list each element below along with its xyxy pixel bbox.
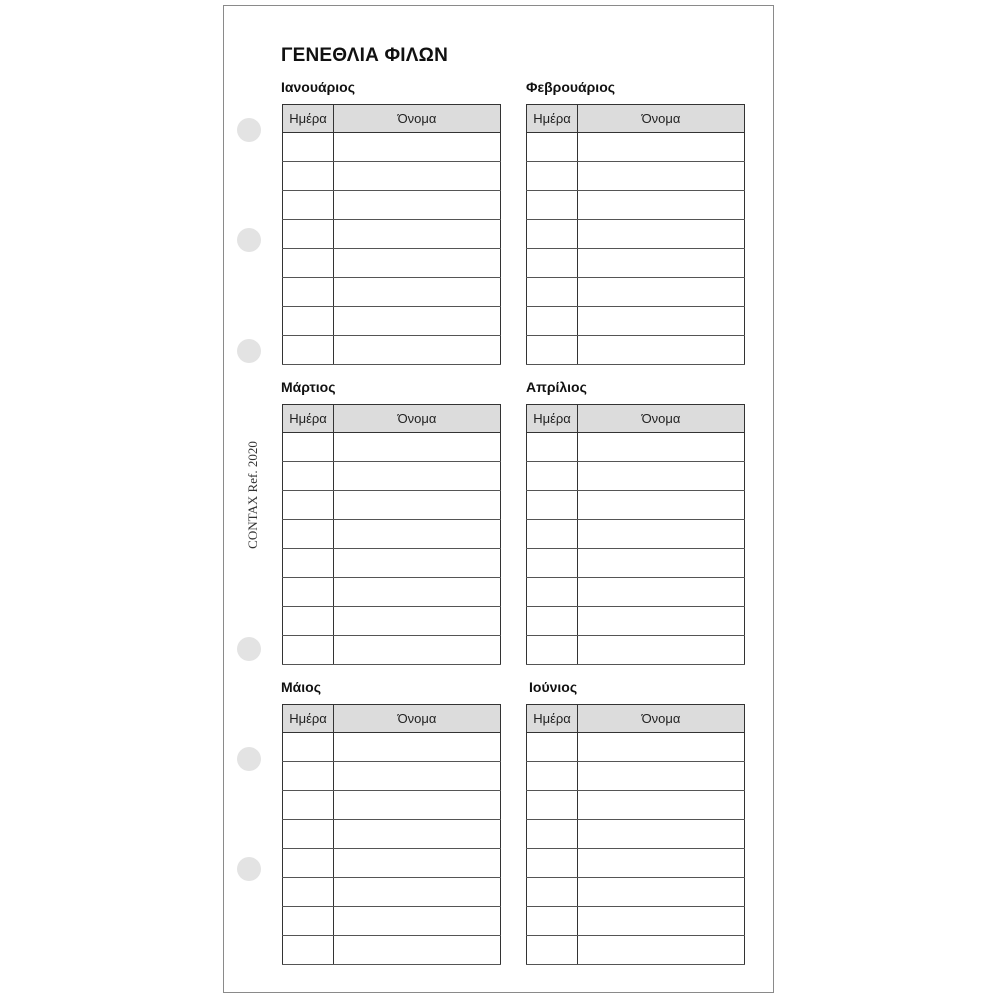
name-cell[interactable] bbox=[334, 820, 501, 849]
table-row bbox=[527, 191, 745, 220]
name-cell[interactable] bbox=[578, 733, 745, 762]
day-cell[interactable] bbox=[283, 636, 334, 665]
column-header-day: Ημέρα bbox=[527, 405, 578, 433]
table-row bbox=[527, 791, 745, 820]
table-row bbox=[527, 133, 745, 162]
table-row bbox=[283, 849, 501, 878]
table-row bbox=[283, 607, 501, 636]
column-header-day: Ημέρα bbox=[283, 105, 334, 133]
day-cell[interactable] bbox=[527, 520, 578, 549]
table-row bbox=[283, 162, 501, 191]
table-row bbox=[283, 733, 501, 762]
table-row bbox=[283, 433, 501, 462]
name-cell[interactable] bbox=[334, 249, 501, 278]
name-cell[interactable] bbox=[334, 491, 501, 520]
birthday-table-january bbox=[282, 104, 501, 365]
name-cell[interactable] bbox=[578, 762, 745, 791]
table-row bbox=[527, 249, 745, 278]
column-header-name: Όνομα bbox=[334, 105, 501, 133]
name-cell[interactable] bbox=[578, 936, 745, 965]
column-header-name: Όνομα bbox=[334, 705, 501, 733]
table-row bbox=[283, 820, 501, 849]
day-cell[interactable] bbox=[527, 820, 578, 849]
day-cell[interactable] bbox=[527, 133, 578, 162]
birthday-table-april bbox=[526, 404, 745, 665]
brand-reference: CONTAX Ref. 2020 bbox=[245, 441, 260, 549]
name-cell[interactable] bbox=[578, 462, 745, 491]
table-row bbox=[283, 907, 501, 936]
table-row bbox=[527, 336, 745, 365]
day-cell[interactable] bbox=[527, 607, 578, 636]
birthday-table-june bbox=[526, 704, 745, 965]
month-label-january: Ιανουάριος bbox=[281, 79, 355, 95]
table-row bbox=[283, 762, 501, 791]
column-header-day: Ημέρα bbox=[283, 705, 334, 733]
name-cell[interactable] bbox=[578, 191, 745, 220]
name-cell[interactable] bbox=[334, 133, 501, 162]
table-row bbox=[283, 878, 501, 907]
birthday-table-may bbox=[282, 704, 501, 965]
day-cell[interactable] bbox=[283, 607, 334, 636]
name-cell[interactable] bbox=[334, 578, 501, 607]
day-cell[interactable] bbox=[527, 278, 578, 307]
name-cell[interactable] bbox=[334, 278, 501, 307]
table-row bbox=[283, 462, 501, 491]
name-cell[interactable] bbox=[334, 336, 501, 365]
day-cell[interactable] bbox=[527, 162, 578, 191]
day-cell[interactable] bbox=[527, 762, 578, 791]
day-cell[interactable] bbox=[283, 307, 334, 336]
table-row bbox=[527, 520, 745, 549]
day-cell[interactable] bbox=[283, 936, 334, 965]
column-header-day: Ημέρα bbox=[527, 105, 578, 133]
binder-hole bbox=[237, 228, 261, 252]
table-row bbox=[283, 336, 501, 365]
name-cell[interactable] bbox=[578, 220, 745, 249]
day-cell[interactable] bbox=[527, 733, 578, 762]
table-row bbox=[283, 520, 501, 549]
day-cell[interactable] bbox=[527, 878, 578, 907]
name-cell[interactable] bbox=[578, 433, 745, 462]
table-row bbox=[527, 307, 745, 336]
day-cell[interactable] bbox=[283, 249, 334, 278]
name-cell[interactable] bbox=[578, 162, 745, 191]
name-cell[interactable] bbox=[334, 907, 501, 936]
table-row bbox=[283, 491, 501, 520]
binder-hole bbox=[237, 857, 261, 881]
column-header-day: Ημέρα bbox=[283, 405, 334, 433]
table-row bbox=[527, 762, 745, 791]
month-label-march: Μάρτιος bbox=[281, 379, 336, 395]
table-row bbox=[283, 636, 501, 665]
table-row bbox=[283, 278, 501, 307]
table-row bbox=[527, 878, 745, 907]
column-header-day: Ημέρα bbox=[527, 705, 578, 733]
table-row bbox=[527, 433, 745, 462]
name-cell[interactable] bbox=[334, 191, 501, 220]
month-label-april: Απρίλιος bbox=[526, 379, 587, 395]
day-cell[interactable] bbox=[283, 520, 334, 549]
name-cell[interactable] bbox=[334, 936, 501, 965]
name-cell[interactable] bbox=[334, 791, 501, 820]
day-cell[interactable] bbox=[283, 462, 334, 491]
name-cell[interactable] bbox=[578, 491, 745, 520]
name-cell[interactable] bbox=[578, 578, 745, 607]
month-label-may: Μάιος bbox=[281, 679, 321, 695]
table-row bbox=[283, 133, 501, 162]
month-label-june: Ιούνιος bbox=[529, 679, 578, 695]
day-cell[interactable] bbox=[527, 907, 578, 936]
binder-hole bbox=[237, 747, 261, 771]
name-cell[interactable] bbox=[334, 878, 501, 907]
table-row bbox=[283, 549, 501, 578]
day-cell[interactable] bbox=[527, 249, 578, 278]
table-row bbox=[527, 549, 745, 578]
name-cell[interactable] bbox=[334, 433, 501, 462]
day-cell[interactable] bbox=[527, 336, 578, 365]
day-cell[interactable] bbox=[283, 191, 334, 220]
day-cell[interactable] bbox=[527, 636, 578, 665]
column-header-name: Όνομα bbox=[334, 405, 501, 433]
day-cell[interactable] bbox=[283, 733, 334, 762]
day-cell[interactable] bbox=[283, 549, 334, 578]
day-cell[interactable] bbox=[283, 849, 334, 878]
name-cell[interactable] bbox=[334, 849, 501, 878]
binder-hole bbox=[237, 339, 261, 363]
table-row bbox=[283, 249, 501, 278]
name-cell[interactable] bbox=[578, 849, 745, 878]
name-cell[interactable] bbox=[334, 520, 501, 549]
table-row bbox=[527, 278, 745, 307]
table-row bbox=[283, 936, 501, 965]
name-cell[interactable] bbox=[578, 133, 745, 162]
day-cell[interactable] bbox=[527, 491, 578, 520]
name-cell[interactable] bbox=[578, 791, 745, 820]
name-cell[interactable] bbox=[578, 336, 745, 365]
table-row bbox=[527, 733, 745, 762]
table-row bbox=[283, 307, 501, 336]
name-cell[interactable] bbox=[334, 307, 501, 336]
name-cell[interactable] bbox=[334, 220, 501, 249]
day-cell[interactable] bbox=[283, 133, 334, 162]
binder-hole bbox=[237, 118, 261, 142]
table-row bbox=[527, 607, 745, 636]
table-row bbox=[527, 491, 745, 520]
name-cell[interactable] bbox=[334, 607, 501, 636]
day-cell[interactable] bbox=[283, 433, 334, 462]
name-cell[interactable] bbox=[578, 520, 745, 549]
birthday-table-march bbox=[282, 404, 501, 665]
name-cell[interactable] bbox=[578, 878, 745, 907]
table-row bbox=[527, 849, 745, 878]
table-row bbox=[527, 907, 745, 936]
name-cell[interactable] bbox=[578, 820, 745, 849]
name-cell[interactable] bbox=[578, 307, 745, 336]
day-cell[interactable] bbox=[283, 820, 334, 849]
day-cell[interactable] bbox=[527, 578, 578, 607]
day-cell[interactable] bbox=[283, 162, 334, 191]
month-label-february: Φεβρουάριος bbox=[526, 79, 616, 95]
day-cell[interactable] bbox=[527, 791, 578, 820]
day-cell[interactable] bbox=[527, 191, 578, 220]
table-row bbox=[283, 191, 501, 220]
day-cell[interactable] bbox=[283, 762, 334, 791]
page-title: ΓΕΝΕΘΛΙΑ ΦΙΛΩΝ bbox=[281, 45, 449, 66]
column-header-name: Όνομα bbox=[578, 405, 745, 433]
name-cell[interactable] bbox=[334, 162, 501, 191]
name-cell[interactable] bbox=[578, 249, 745, 278]
birthday-table-february bbox=[526, 104, 745, 365]
day-cell[interactable] bbox=[527, 433, 578, 462]
day-cell[interactable] bbox=[527, 549, 578, 578]
table-row bbox=[283, 220, 501, 249]
column-header-name: Όνομα bbox=[578, 105, 745, 133]
name-cell[interactable] bbox=[334, 762, 501, 791]
day-cell[interactable] bbox=[527, 220, 578, 249]
table-row bbox=[527, 578, 745, 607]
table-row bbox=[527, 162, 745, 191]
table-row bbox=[527, 936, 745, 965]
name-cell[interactable] bbox=[334, 462, 501, 491]
day-cell[interactable] bbox=[283, 791, 334, 820]
day-cell[interactable] bbox=[283, 278, 334, 307]
column-header-name: Όνομα bbox=[578, 705, 745, 733]
name-cell[interactable] bbox=[578, 549, 745, 578]
table-row bbox=[527, 820, 745, 849]
name-cell[interactable] bbox=[578, 636, 745, 665]
name-cell[interactable] bbox=[578, 278, 745, 307]
day-cell[interactable] bbox=[283, 220, 334, 249]
day-cell[interactable] bbox=[527, 462, 578, 491]
day-cell[interactable] bbox=[283, 878, 334, 907]
name-cell[interactable] bbox=[578, 907, 745, 936]
day-cell[interactable] bbox=[283, 336, 334, 365]
day-cell[interactable] bbox=[283, 578, 334, 607]
day-cell[interactable] bbox=[527, 307, 578, 336]
table-row bbox=[527, 636, 745, 665]
table-row bbox=[527, 462, 745, 491]
day-cell[interactable] bbox=[527, 936, 578, 965]
name-cell[interactable] bbox=[578, 607, 745, 636]
day-cell[interactable] bbox=[283, 491, 334, 520]
name-cell[interactable] bbox=[334, 636, 501, 665]
binder-hole bbox=[237, 637, 261, 661]
table-row bbox=[283, 791, 501, 820]
name-cell[interactable] bbox=[334, 733, 501, 762]
day-cell[interactable] bbox=[283, 907, 334, 936]
table-row bbox=[283, 578, 501, 607]
name-cell[interactable] bbox=[334, 549, 501, 578]
table-row bbox=[527, 220, 745, 249]
day-cell[interactable] bbox=[527, 849, 578, 878]
